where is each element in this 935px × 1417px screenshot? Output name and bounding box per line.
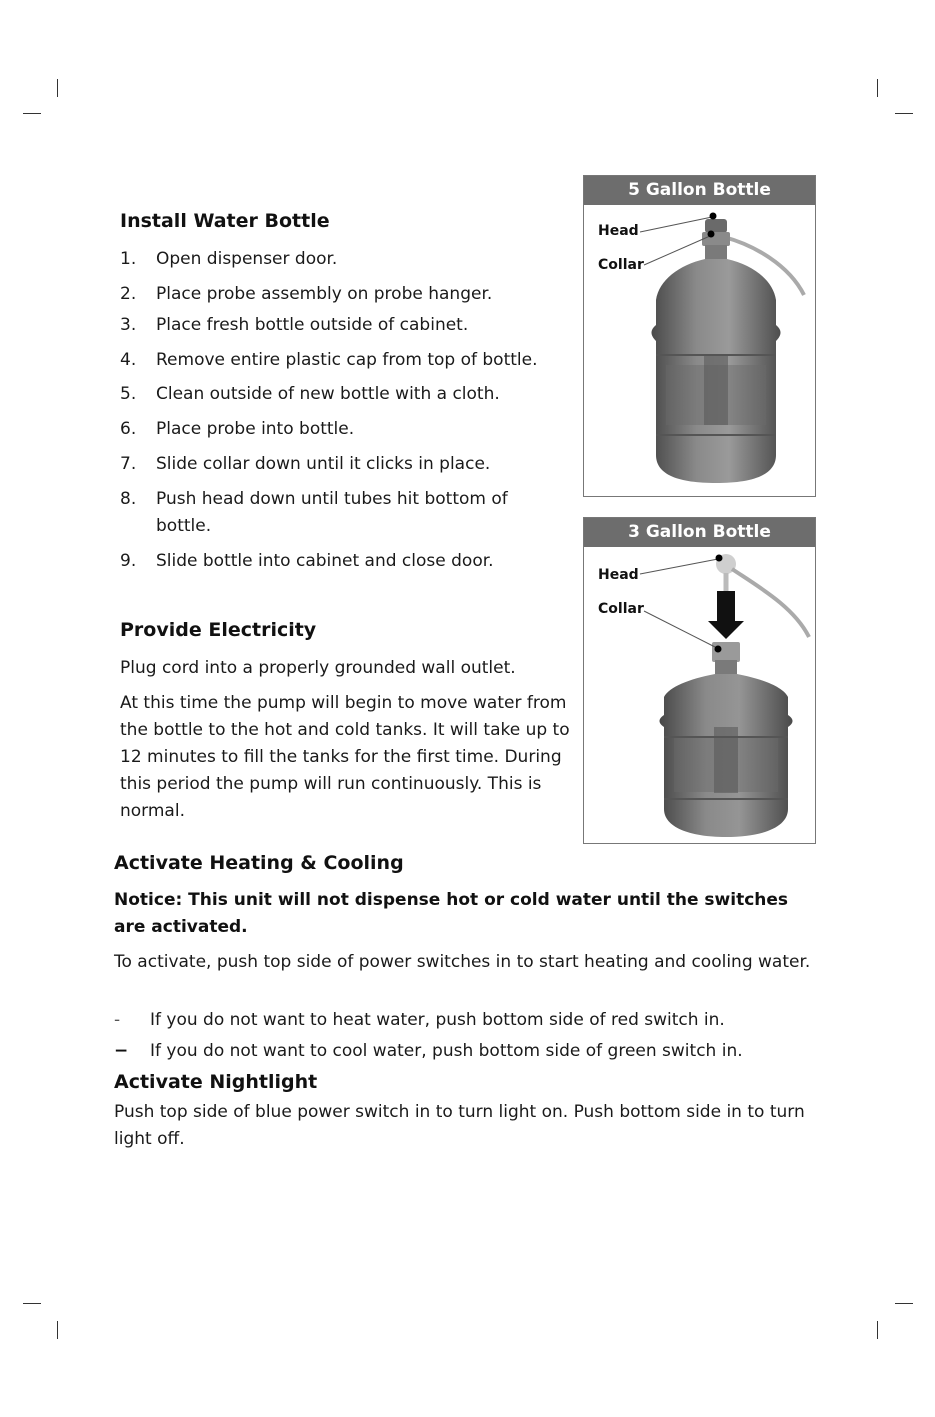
bottle-illustration: [584, 205, 815, 496]
step-number: 3.: [120, 315, 137, 335]
nightlight-para: Push top side of blue power switch in to turn light on. Push bottom side in to turn light off.: [114, 1102, 805, 1149]
step-number: 5.: [120, 384, 137, 404]
collar-label: Collar: [598, 257, 644, 273]
heating-heading: Activate Heating & Cooling: [114, 852, 404, 874]
crop-mark: [877, 79, 878, 97]
electricity-para-2: At this time the pump will begin to move water from the bottle to the hot and cold tanks. It will take up to 12 minutes to fill the tanks for the first time. During this period the pump will run continuously. This is normal.: [120, 693, 570, 821]
step-text: Place fresh bottle outside of cabinet.: [156, 315, 469, 335]
figure-title: 5 Gallon Bottle: [584, 176, 815, 205]
three-gallon-bottle-image: [584, 547, 817, 843]
heating-para: To activate, push top side of power switches in to start heating and cooling water.: [114, 952, 811, 972]
step-number: 4.: [120, 350, 137, 370]
figure-title: 3 Gallon Bottle: [584, 518, 815, 547]
collar-label: Collar: [598, 601, 644, 617]
step-text: Open dispenser door.: [156, 249, 338, 269]
install-heading: Install Water Bottle: [120, 210, 330, 232]
dash-marker: −: [114, 1041, 129, 1061]
crop-mark: [877, 1321, 878, 1339]
bullet-text: If you do not want to heat water, push bottom side of red switch in.: [150, 1010, 725, 1030]
five-gallon-bottle-image: [584, 205, 817, 496]
crop-mark: [895, 1303, 913, 1304]
dash-marker: -: [114, 1010, 121, 1030]
crop-mark: [23, 113, 41, 114]
crop-mark: [57, 1321, 58, 1339]
crop-mark: [57, 79, 58, 97]
step-text: Push head down until tubes hit bottom of bottle.: [156, 489, 508, 536]
step-number: 8.: [120, 489, 137, 509]
step-text: Remove entire plastic cap from top of bottle.: [156, 350, 538, 370]
nightlight-heading: Activate Nightlight: [114, 1071, 318, 1093]
electricity-para-1: Plug cord into a properly grounded wall outlet.: [120, 658, 516, 678]
heating-notice: Notice: This unit will not dispense hot or cold water until the switches are activated.: [114, 890, 789, 937]
crop-mark: [23, 1303, 41, 1304]
step-text: Place probe into bottle.: [156, 419, 355, 439]
bullet-text: If you do not want to cool water, push bottom side of green switch in.: [150, 1041, 743, 1061]
figure-5-gallon: [583, 175, 816, 497]
step-number: 9.: [120, 551, 137, 571]
step-number: 2.: [120, 284, 137, 304]
step-text: Slide bottle into cabinet and close door.: [156, 551, 494, 571]
step-number: 1.: [120, 249, 137, 269]
step-text: Place probe assembly on probe hanger.: [156, 284, 493, 304]
head-label: Head: [598, 223, 639, 239]
step-number: 6.: [120, 419, 137, 439]
head-label: Head: [598, 567, 639, 583]
step-text: Slide collar down until it clicks in place.: [156, 454, 491, 474]
step-text: Clean outside of new bottle with a cloth.: [156, 384, 500, 404]
figure-3-gallon: [583, 517, 816, 844]
crop-mark: [895, 113, 913, 114]
electricity-heading: Provide Electricity: [120, 619, 317, 641]
step-number: 7.: [120, 454, 137, 474]
bottle-illustration: [584, 547, 815, 843]
